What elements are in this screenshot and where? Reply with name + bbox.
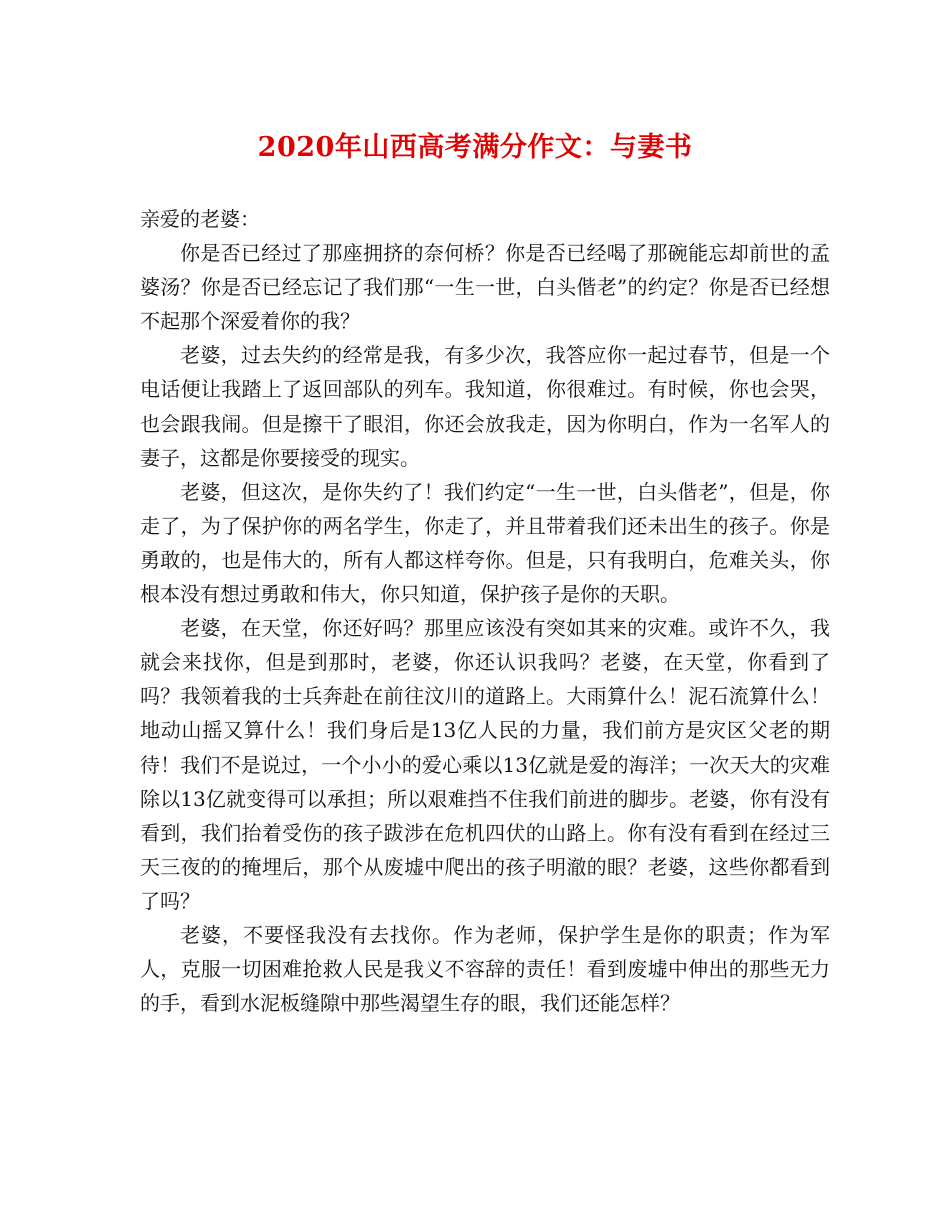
- paragraph: 老婆，在天堂，你还好吗？那里应该没有突如其来的灾难。或许不久，我就会来找你，但是到那时，老婆，你还认识我吗？老婆，在天堂，你看到了吗？我领着我的士兵奔赴在前往汶川的道路上。大雨算什么！泥石流算什么！地动山摇又算什么！我们身后是13亿人民的力量，我们前方是灾区父老的期待！我们不是说过，一个小小的爱心乘以13亿就是爱的海洋；一次天大的灾难除以13亿就变得可以承担；所以艰难挡不住我们前进的脚步。老婆，你有没有看到，我们抬着受伤的孩子跋涉在危机四伏的山路上。你有没有看到在经过三天三夜的的掩埋后，那个从废墟中爬出的孩子明澈的眼？老婆，这些你都看到了吗？: [140, 616, 830, 913]
- salutation: 亲爱的老婆：: [140, 207, 260, 231]
- page-title: 2020年山西高考满分作文：与妻书: [257, 132, 693, 163]
- letter-body: [140, 202, 830, 1020]
- paragraph: 你是否已经过了那座拥挤的奈何桥？你是否已经喝了那碗能忘却前世的孟婆汤？你是否已经忘记了我们那“一生一世，白头偕老”的约定？你是否已经想不起那个深爱着你的我？: [140, 241, 830, 334]
- paragraph: 老婆，不要怪我没有去找你。作为老师，保护学生是你的职责；作为军人，克服一切困难抢救人民是我义不容辞的责任！看到废墟中伸出的那些无力的手，看到水泥板缝隙中那些渴望生存的眼，我们还能怎样？: [140, 922, 830, 1016]
- paragraph: 老婆，但这次，是你失约了！我们约定“一生一世，白头偕老”，但是，你走了，为了保护你的两名学生，你走了，并且带着我们还未出生的孩子。你是勇敢的，也是伟大的，所有人都这样夸你。但是，只有我明白，危难关头，你根本没有想过勇敢和伟大，你只知道，保护孩子是你的天职。: [140, 479, 830, 607]
- paragraph: 老婆，过去失约的经常是我，有多少次，我答应你一起过春节，但是一个电话便让我踏上了返回部队的列车。我知道，你很难过。有时候，你也会哭，也会跟我闹。但是擦干了眼泪，你还会放我走，因为你明白，作为一名军人的妻子，这都是你要接受的现实。: [140, 343, 830, 470]
